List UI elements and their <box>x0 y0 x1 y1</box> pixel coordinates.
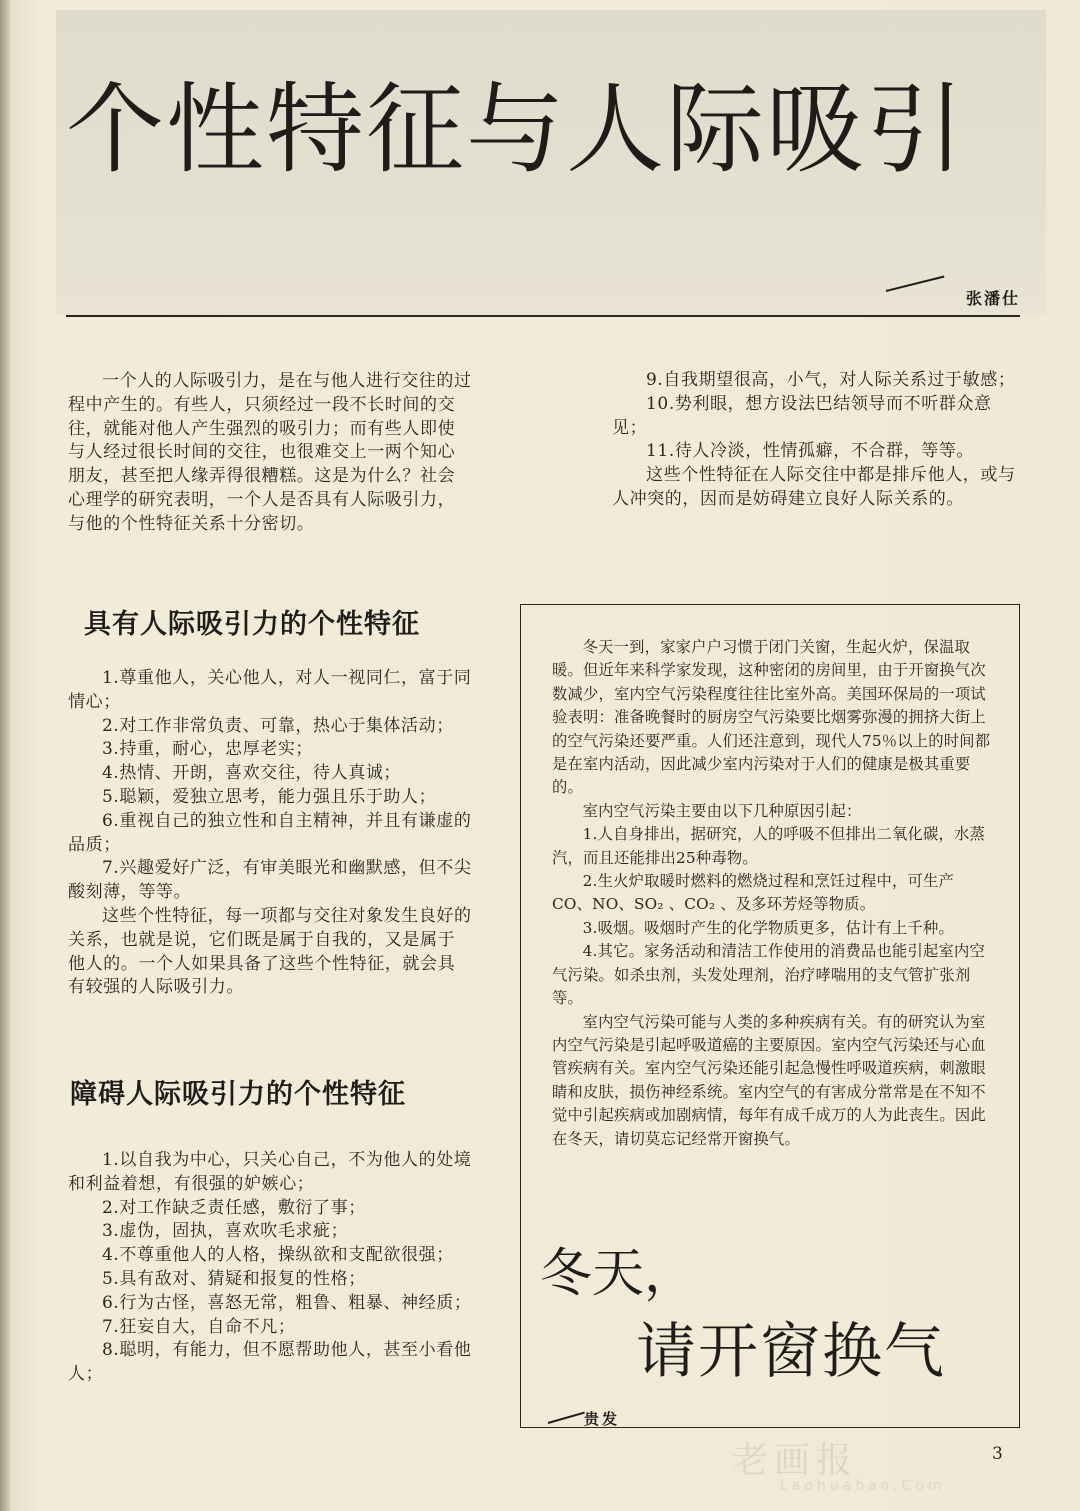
section2-summary: 这些个性特征在人际交往中都是排斥他人，或与人冲突的，因而是妨碍建立良好人际关系的。 <box>612 465 1016 509</box>
list-item: 9.自我期望很高，小气，对人际关系过于敏感； <box>646 370 1016 390</box>
sidebar-paragraph: 2.生火炉取暖时燃料的燃烧过程和烹饪过程中，可生产CO、NO、SO₂ 、CO₂ 、及多环芳烃等物质。 <box>552 872 955 914</box>
sidebar-paragraph: 4.其它。家务活动和清洁工作使用的消费品也能引起室内空气污染。如杀虫剂，头发处理剂，治疗哮喘用的支气管扩张剂等。 <box>552 942 986 1008</box>
watermark: 老画报 <box>732 1440 859 1481</box>
list-item: 5.具有敌对、猜疑和报复的性格； <box>102 1268 366 1289</box>
list-item: 3.持重，耐心，忠厚老实； <box>102 739 314 760</box>
list-item: 4.不尊重他人的人格，操纵欲和支配欲很强； <box>102 1245 454 1266</box>
header-rule <box>66 315 1020 317</box>
list-item: 2.对工作非常负责、可靠，热心于集体活动； <box>102 715 454 736</box>
binding-edge <box>0 0 10 1511</box>
sidebar-paragraph: 1.人自身排出，据研究，人的呼吸不但排出二氧化碳，水蒸汽，而且还能排出25种毒物。 <box>552 825 986 867</box>
article-title: 个性特征与人际吸引 <box>66 73 967 187</box>
section2-list-right <box>612 369 1018 512</box>
sidebar-text <box>552 636 992 1151</box>
watermark-url: Laohuabao.Com <box>780 1478 946 1494</box>
list-item: 10.势利眼，想方设法巴结领导而不听群众意见； <box>612 393 992 438</box>
sidebar-paragraph: 3.吸烟。吸烟时产生的化学物质更多，估计有上千种。 <box>582 918 955 937</box>
sidebar-title-line1: 冬天， <box>540 1244 697 1304</box>
section2-list-left <box>68 1149 472 1387</box>
sidebar-paragraph: 室内空气污染主要由以下几种原因引起： <box>582 801 862 820</box>
list-item: 3.虚伪，固执，喜欢吹毛求疵； <box>102 1221 349 1242</box>
list-item: 8.聪明，有能力，但不愿帮助他人，甚至小看他人； <box>68 1340 472 1385</box>
section1-heading: 具有人际吸引力的个性特征 <box>84 609 420 640</box>
article-author: 张潘仕 <box>965 289 1020 308</box>
list-item: 1.以自我为中心，只关心自己，不为他人的处境和利益着想，有很强的妒嫉心； <box>68 1150 472 1194</box>
list-item: 7.兴趣爱好广泛，有审美眼光和幽默感，但不尖酸刻薄，等等。 <box>68 858 472 903</box>
intro-block <box>68 370 472 537</box>
intro-paragraph: 一个人的人际吸引力，是在与他人进行交往的过程中产生的。有些人，只须经过一段不长时间的交往，就能对他人产生强烈的吸引力；而有些人即使与人经过很长时间的交往，也很难交上一两个知心朋友，甚至把人缘弄得很糟糕。这是为什么？社会心理学的研究表明，一个人是否具有人际吸引力，与他的个性特征关系十分密切。 <box>68 371 472 534</box>
list-item: 5.聪颖，爱独立思考，能力强且乐于助人； <box>102 786 437 807</box>
list-item: 1.尊重他人，关心他人，对人一视同仁，富于同情心； <box>68 668 472 712</box>
section1-list <box>68 667 472 1000</box>
section2-heading: 障碍人际吸引力的个性特征 <box>70 1079 406 1110</box>
page-number: 3 <box>992 1444 1003 1464</box>
sidebar-paragraph: 室内空气污染可能与人类的多种疾病有关。有的研究认为室内空气污染是引起呼吸道癌的主要原因。室内空气污染还与心血管疾病有关。室内空气污染还能引起急慢性呼吸道疾病，刺激眼睛和皮肤，损伤神经系统。室内空气的有害成分常常是在不知不觉中引起疾病或加剧病情，每年有成千成万的人为此丧生。因此在冬天，请切莫忘记经常开窗换气。 <box>552 1012 986 1148</box>
sidebar-author: 贵发 <box>584 1410 621 1428</box>
list-item: 4.热情、开朗，喜欢交往，待人真诚； <box>102 763 402 784</box>
list-item: 6.行为古怪，喜怒无常，粗鲁、粗暴、神经质； <box>102 1292 472 1313</box>
list-item: 6.重视自己的独立性和自主精神，并且有谦虚的品质； <box>68 810 472 855</box>
list-item: 7.狂妄自大，自命不凡； <box>102 1316 296 1337</box>
list-item: 2.对工作缺乏责任感，敷衍了事； <box>102 1197 366 1218</box>
sidebar-paragraph: 冬天一到，家家户户习惯于闭门关窗，生起火炉，保温取暖。但近年来科学家发现，这种密闭的房间里，由于开窗换气次数减少，室内空气污染程度往往比室外高。美国环保局的一项试验表明：准备晚餐时的厨房空气污染要比烟雾弥漫的拥挤大街上的空气污染还要严重。人们还注意到，现代人75％以上的时间都是在室内活动，因此减少室内污染对于人们的健康是极其重要的。 <box>552 638 991 797</box>
sidebar-title-line2: 请开窗换气 <box>636 1317 946 1387</box>
section1-summary: 这些个性特征，每一项都与交往对象发生良好的关系，也就是说，它们既是属于自我的，又是属于他人的。一个人如果具备了这些个性特征，就会具有较强的人际吸引力。 <box>68 905 472 998</box>
list-item: 11.待人冷淡，性情孤癖，不合群，等等。 <box>646 441 975 462</box>
